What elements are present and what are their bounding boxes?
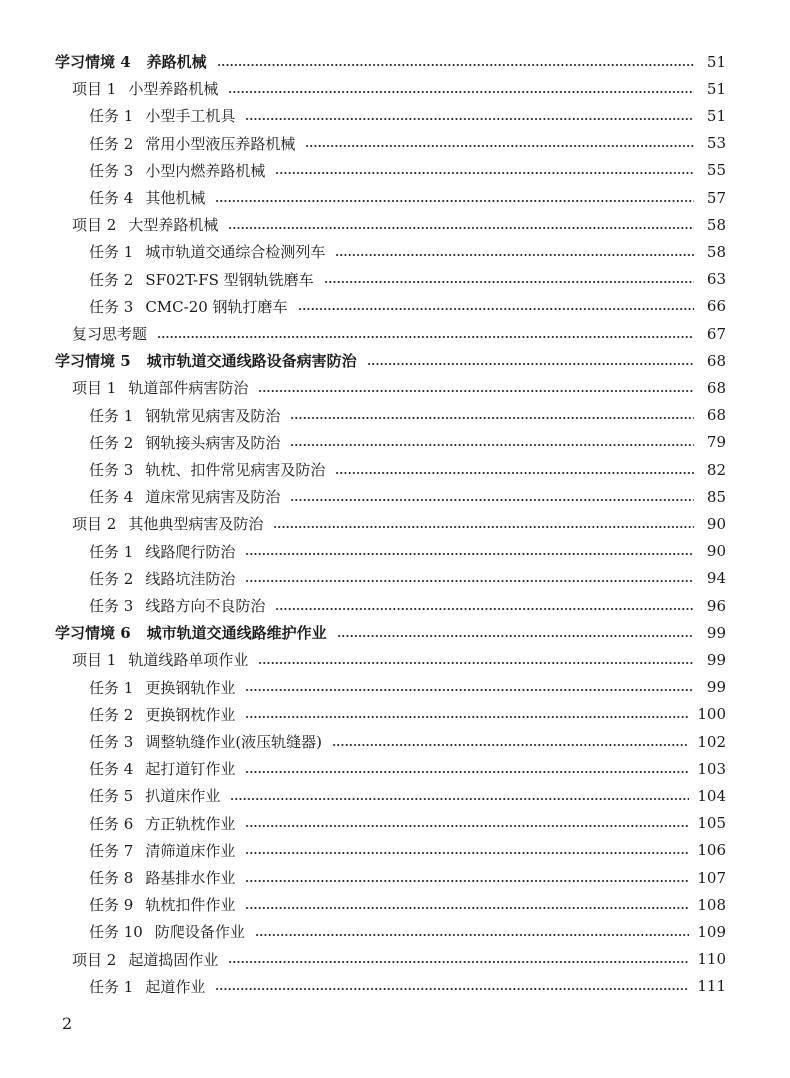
dot-leader — [245, 907, 689, 909]
toc-entry-title: 轨枕扣件作业 — [145, 896, 236, 915]
toc-entry-title: 路基排水作业 — [145, 869, 236, 887]
toc-entry-number: 任务 2 — [89, 705, 134, 724]
dot-leader — [367, 363, 694, 365]
toc-entry-number: 项目 2 — [72, 515, 117, 534]
toc-entry-title: 轨道部件病害防治 — [128, 379, 249, 398]
dot-leader — [337, 635, 694, 637]
toc-entry-number: 任务 5 — [89, 787, 134, 806]
dot-leader — [245, 553, 694, 555]
toc-entry-page: 108 — [697, 895, 726, 914]
dot-leader — [245, 689, 694, 691]
toc-entry-page: 51 — [706, 52, 726, 71]
toc-entry-title: 清筛道床作业 — [145, 841, 236, 860]
toc-entry-page: 67 — [706, 324, 726, 343]
toc-project[interactable] — [72, 510, 726, 537]
toc-entry-title: 道床常见病害及防治 — [145, 488, 281, 507]
toc-entry-number: 任务 10 — [89, 923, 143, 942]
toc-entry-number: 任务 3 — [89, 161, 134, 180]
toc-project[interactable] — [72, 75, 726, 102]
toc-task[interactable] — [89, 755, 726, 782]
toc-project[interactable] — [72, 211, 726, 238]
dot-leader — [290, 444, 694, 446]
toc-chapter[interactable] — [55, 347, 726, 374]
toc-entry-title: 线路坑洼防治 — [145, 569, 236, 588]
dot-leader — [245, 771, 689, 773]
toc-entry-page: 110 — [697, 950, 726, 969]
toc-entry-page: 63 — [706, 270, 726, 289]
toc-entry-number: 学习情境 6 — [55, 624, 131, 643]
toc-entry-page: 82 — [706, 460, 726, 479]
toc-entry-number: 任务 1 — [89, 243, 134, 262]
toc-entry-number: 学习情境 5 — [55, 352, 131, 371]
dot-leader — [228, 961, 689, 963]
toc-entry-page: 68 — [706, 351, 726, 370]
toc-task[interactable] — [89, 402, 726, 429]
toc-entry-page: 66 — [706, 297, 726, 316]
toc-entry-number: 任务 3 — [89, 733, 134, 751]
dot-leader — [245, 852, 689, 854]
toc-task[interactable] — [89, 565, 726, 592]
toc-project[interactable] — [72, 320, 726, 347]
toc-entry-page: 100 — [697, 705, 726, 724]
toc-entry-page: 58 — [706, 242, 726, 261]
toc-entry-title: 线路方向不良防治 — [145, 597, 266, 615]
toc-entry-number: 任务 1 — [89, 678, 134, 697]
toc-entry-page: 53 — [706, 134, 726, 153]
dot-leader — [298, 308, 694, 310]
dot-leader — [258, 662, 694, 664]
toc-entry-page: 51 — [706, 106, 726, 125]
dot-leader — [255, 934, 689, 936]
dot-leader — [217, 64, 694, 66]
toc-entry-number: 任务 1 — [89, 977, 134, 996]
toc-entry-page: 99 — [706, 623, 726, 642]
toc-entry-page: 109 — [697, 922, 726, 941]
toc-task[interactable] — [89, 782, 726, 809]
dot-leader — [215, 200, 694, 202]
dot-leader — [290, 417, 694, 419]
toc-entry-page: 104 — [697, 786, 726, 805]
toc-task[interactable] — [89, 728, 726, 755]
toc-entry-title: 养路机械 — [146, 53, 207, 71]
toc-entry-page: 94 — [706, 569, 726, 588]
toc-entry-title: 常用小型液压养路机械 — [145, 134, 296, 153]
toc-project[interactable] — [72, 374, 726, 401]
toc-entry-number: 任务 1 — [89, 406, 134, 425]
toc-entry-number: 项目 1 — [72, 379, 117, 398]
toc-entry-number: 项目 2 — [72, 950, 117, 969]
toc-entry-number: 任务 1 — [89, 542, 134, 561]
toc-entry-page: 99 — [706, 678, 726, 697]
dot-leader — [290, 499, 694, 501]
toc-task[interactable] — [89, 592, 726, 619]
toc-entry-page: 99 — [706, 650, 726, 669]
toc-entry-page: 107 — [697, 868, 726, 887]
toc-entry-title: 轨枕、扣件常见病害及防治 — [145, 461, 326, 479]
toc-entry-title: CMC-20 钢轨打磨车 — [145, 297, 288, 316]
toc-task[interactable] — [89, 918, 726, 945]
dot-leader — [324, 281, 694, 283]
dot-leader — [228, 227, 694, 229]
toc-entry-title: 小型内燃养路机械 — [145, 161, 266, 180]
toc-task[interactable] — [89, 293, 726, 320]
toc-entry-page: 55 — [706, 161, 726, 180]
toc-task[interactable] — [89, 102, 726, 129]
toc-entry-title: 钢轨接头病害及防治 — [145, 433, 281, 452]
dot-leader — [275, 608, 694, 610]
toc-entry-title: 其他典型病害及防治 — [128, 515, 264, 534]
toc-entry-page: 57 — [706, 188, 726, 207]
toc-task[interactable] — [89, 701, 726, 728]
toc-entry-title: 大型养路机械 — [128, 216, 219, 235]
toc-entry-page: 106 — [697, 841, 726, 860]
toc-entry-title: 起打道钉作业 — [145, 760, 236, 779]
toc-task[interactable] — [89, 483, 726, 510]
toc-entry-number: 任务 2 — [89, 569, 134, 588]
toc-entry-title: 线路爬行防治 — [145, 542, 236, 561]
toc-entry-page: 103 — [697, 759, 726, 778]
toc-entry-page: 102 — [697, 732, 726, 751]
dot-leader — [230, 798, 689, 800]
dot-leader — [335, 254, 694, 256]
toc-entry-number: 任务 3 — [89, 461, 134, 479]
toc-entry-number: 学习情境 4 — [55, 53, 131, 71]
toc-task[interactable] — [89, 810, 726, 837]
dot-leader — [228, 91, 694, 93]
toc-task[interactable] — [89, 238, 726, 265]
toc-entry-number: 任务 4 — [89, 760, 134, 779]
toc-task[interactable] — [89, 184, 726, 211]
toc-task[interactable] — [89, 674, 726, 701]
toc-entry-page: 79 — [706, 433, 726, 452]
toc-project[interactable] — [72, 946, 726, 973]
toc-entry-title: 城市轨道交通综合检测列车 — [145, 243, 326, 262]
dot-leader — [305, 145, 694, 147]
toc-task[interactable] — [89, 130, 726, 157]
toc-entry-number: 任务 1 — [89, 107, 134, 126]
toc-entry-number: 任务 9 — [89, 896, 134, 915]
toc-chapter[interactable] — [55, 48, 726, 75]
toc-entry-number: 任务 2 — [89, 270, 134, 289]
toc-entry-title: 起道作业 — [145, 977, 206, 996]
toc-chapter[interactable] — [55, 619, 726, 646]
toc-entry-title: 方正轨枕作业 — [145, 814, 236, 833]
toc-entry-number: 项目 1 — [72, 651, 117, 670]
toc-task[interactable] — [89, 266, 726, 293]
toc-entry-title: SF02T-FS 型钢轨铣磨车 — [145, 270, 314, 289]
toc-entry-number: 项目 2 — [72, 216, 117, 235]
toc-entry-title: 更换钢轨作业 — [145, 678, 236, 697]
toc-entry-number: 任务 2 — [89, 134, 134, 153]
toc-entry-number: 任务 4 — [89, 488, 134, 507]
toc-entry-page: 111 — [697, 977, 726, 996]
dot-leader — [245, 880, 689, 882]
dot-leader — [245, 716, 689, 718]
toc-entry-title: 其他机械 — [145, 189, 206, 207]
toc-entry-page: 51 — [706, 79, 726, 98]
toc-task[interactable] — [89, 837, 726, 864]
toc-entry-number: 任务 8 — [89, 869, 134, 887]
toc-entry-title: 扒道床作业 — [145, 787, 221, 806]
dot-leader — [245, 580, 694, 582]
toc-entry-number: 任务 6 — [89, 814, 134, 833]
toc-entry-title: 更换钢枕作业 — [145, 705, 236, 724]
toc-entry-title: 城市轨道交通线路设备病害防治 — [146, 352, 357, 371]
toc-entry-title: 调整轨缝作业(液压轨缝器) — [145, 733, 323, 751]
toc-entry-number: 任务 4 — [89, 189, 134, 207]
toc-entry-page: 68 — [706, 406, 726, 425]
toc-task[interactable] — [89, 456, 726, 483]
toc-task[interactable] — [89, 973, 726, 1000]
toc-entry-title: 城市轨道交通线路维护作业 — [146, 624, 327, 643]
toc-entry-number: 项目 1 — [72, 80, 117, 99]
toc-task[interactable] — [89, 864, 726, 891]
toc-entry-title: 小型手工机具 — [145, 107, 236, 126]
dot-leader — [275, 172, 694, 174]
page-number: 2 — [62, 1014, 73, 1033]
dot-leader — [258, 390, 694, 392]
toc-task[interactable] — [89, 891, 726, 918]
dot-leader — [332, 744, 689, 746]
toc-entry-number: 任务 2 — [89, 433, 134, 452]
toc-project[interactable] — [72, 646, 726, 673]
toc-task[interactable] — [89, 429, 726, 456]
toc-entry-title: 起道捣固作业 — [128, 950, 219, 969]
toc-entry-number: 任务 3 — [89, 297, 134, 316]
toc-entry-number: 任务 3 — [89, 597, 134, 615]
dot-leader — [245, 825, 689, 827]
toc-entry-page: 90 — [706, 514, 726, 533]
toc-entry-page: 105 — [697, 814, 726, 833]
toc-entry-page: 85 — [706, 487, 726, 506]
dot-leader — [215, 988, 689, 990]
toc-entry-title: 复习思考题 — [72, 325, 148, 343]
dot-leader — [245, 118, 694, 120]
toc-entry-page: 96 — [706, 596, 726, 615]
toc-task[interactable] — [89, 157, 726, 184]
toc-entry-title: 轨道线路单项作业 — [128, 651, 249, 670]
toc-entry-page: 68 — [706, 378, 726, 397]
toc-entry-title: 钢轨常见病害及防治 — [145, 406, 281, 425]
toc-task[interactable] — [89, 538, 726, 565]
toc-entry-page: 90 — [706, 542, 726, 561]
dot-leader — [273, 526, 694, 528]
toc-entry-page: 58 — [706, 215, 726, 234]
dot-leader — [157, 336, 694, 338]
toc-entry-number: 任务 7 — [89, 841, 134, 860]
toc-entry-title: 防爬设备作业 — [154, 923, 245, 942]
dot-leader — [335, 472, 694, 474]
toc-entry-title: 小型养路机械 — [128, 80, 219, 99]
